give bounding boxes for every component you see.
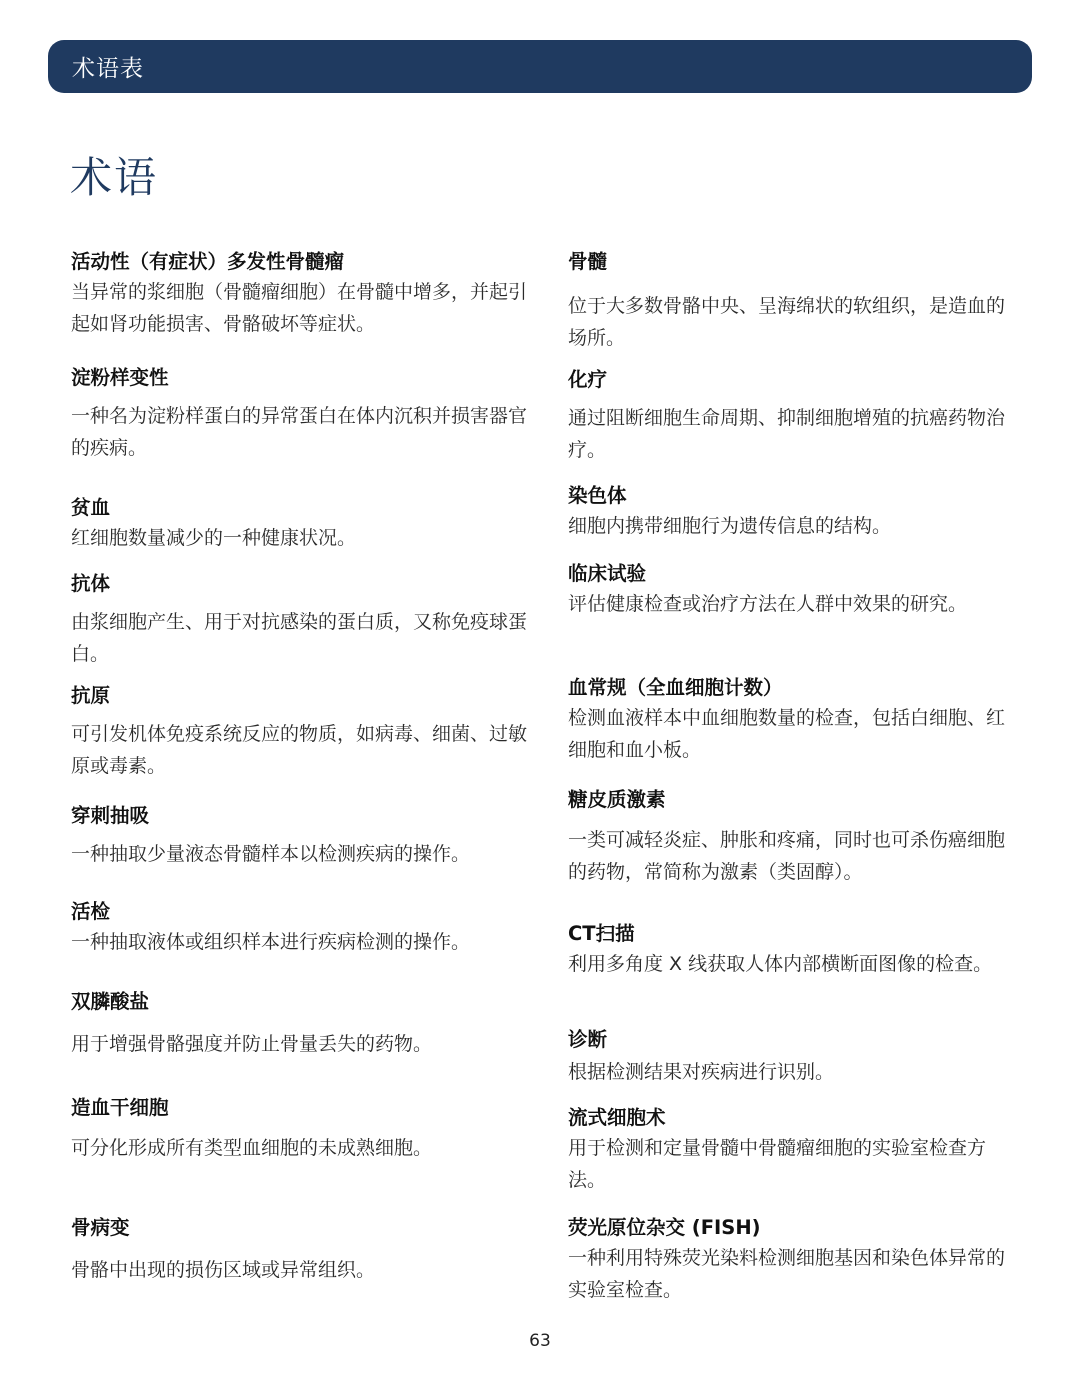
term-definition: 利用多角度 X 线获取人体内部横断面图像的检查。: [568, 953, 993, 975]
term-entry: [568, 482, 1008, 542]
term-definition: 用于增强骨骼强度并防止骨量丢失的药物。: [71, 1033, 433, 1055]
term-name: 淀粉样变性: [71, 366, 169, 389]
term-definition: 一种名为淀粉样蛋白的异常蛋白在体内沉积并损害器官的疾病。: [71, 405, 528, 459]
term-entry: [71, 494, 531, 554]
term-name: 抗原: [71, 684, 111, 707]
term-definition: 可分化形成所有类型血细胞的未成熟细胞。: [71, 1137, 433, 1159]
page-number: 63: [529, 1331, 551, 1351]
term-name: 诊断: [568, 1028, 608, 1051]
term-entry: [568, 248, 1008, 354]
term-name: 骨髓: [568, 250, 608, 273]
term-name: 流式细胞术: [568, 1106, 666, 1129]
term-name: CT扫描: [568, 922, 635, 945]
term-definition: 一种抽取少量液态骨髓样本以检测疾病的操作。: [71, 843, 471, 865]
term-name: 贫血: [71, 496, 111, 519]
term-definition: 红细胞数量减少的一种健康状况。: [71, 527, 357, 549]
term-entry: [568, 1214, 1008, 1306]
term-entry: [568, 1104, 1008, 1196]
term-entry: [568, 366, 1008, 466]
term-name: 临床试验: [568, 562, 647, 585]
term-name: 荧光原位杂交 (FISH): [568, 1216, 761, 1239]
term-entry: [71, 1094, 531, 1164]
term-definition: 可引发机体免疫系统反应的物质，如病毒、细菌、过敏原或毒素。: [71, 723, 528, 777]
term-definition: 一种抽取液体或组织样本进行疾病检测的操作。: [71, 931, 471, 953]
term-name: 双膦酸盐: [71, 990, 150, 1013]
term-name: 造血干细胞: [71, 1096, 169, 1119]
term-definition: 当异常的浆细胞（骨髓瘤细胞）在骨髓中增多，并起引起如肾功能损害、骨骼破坏等症状。: [71, 281, 528, 335]
term-definition: 通过阻断细胞生命周期、抑制细胞增殖的抗癌药物治疗。: [568, 407, 1006, 461]
term-name: 抗体: [71, 572, 111, 595]
term-entry: [71, 988, 531, 1060]
header-bar: [48, 40, 1032, 93]
term-definition: 细胞内携带细胞行为遗传信息的结构。: [568, 515, 892, 537]
term-definition: 一类可减轻炎症、肿胀和疼痛，同时也可杀伤癌细胞的药物，常简称为激素（类固醇）。: [568, 829, 1006, 883]
term-entry: [71, 248, 531, 340]
term-definition: 位于大多数骨骼中央、呈海绵状的软组织，是造血的场所。: [568, 295, 1006, 349]
term-name: 活检: [71, 900, 111, 923]
term-name: 染色体: [568, 484, 627, 507]
term-entry: [71, 1214, 531, 1286]
term-definition: 骨骼中出现的损伤区域或异常组织。: [71, 1259, 376, 1281]
term-entry: [71, 570, 531, 670]
term-name: 穿刺抽吸: [71, 804, 150, 827]
term-entry: [71, 802, 531, 870]
term-entry: [568, 920, 1008, 980]
term-definition: 根据检测结果对疾病进行识别。: [568, 1061, 835, 1083]
term-name: 化疗: [568, 368, 608, 391]
term-entry: [71, 898, 531, 958]
term-definition: 检测血液样本中血细胞数量的检查，包括白细胞、红细胞和血小板。: [568, 707, 1006, 761]
header-title: 术语表: [72, 56, 144, 82]
term-name: 血常规（全血细胞计数）: [568, 676, 783, 699]
term-entry: [71, 682, 531, 782]
term-entry: [568, 560, 1008, 620]
term-definition: 用于检测和定量骨髓中骨髓瘤细胞的实验室检查方法。: [568, 1137, 987, 1191]
term-definition: 评估健康检查或治疗方法在人群中效果的研究。: [568, 593, 968, 615]
term-name: 糖皮质激素: [568, 788, 666, 811]
term-definition: 由浆细胞产生、用于对抗感染的蛋白质，又称免疫球蛋白。: [71, 611, 528, 665]
page-title: 术语: [70, 153, 159, 202]
term-definition: 一种利用特殊荧光染料检测细胞基因和染色体异常的实验室检查。: [568, 1247, 1006, 1301]
term-entry: [71, 364, 531, 464]
term-entry: [568, 1026, 1008, 1088]
term-entry: [568, 786, 1008, 888]
term-name: 骨病变: [71, 1216, 130, 1239]
term-name: 活动性（有症状）多发性骨髓瘤: [71, 250, 345, 273]
term-entry: [568, 674, 1008, 766]
